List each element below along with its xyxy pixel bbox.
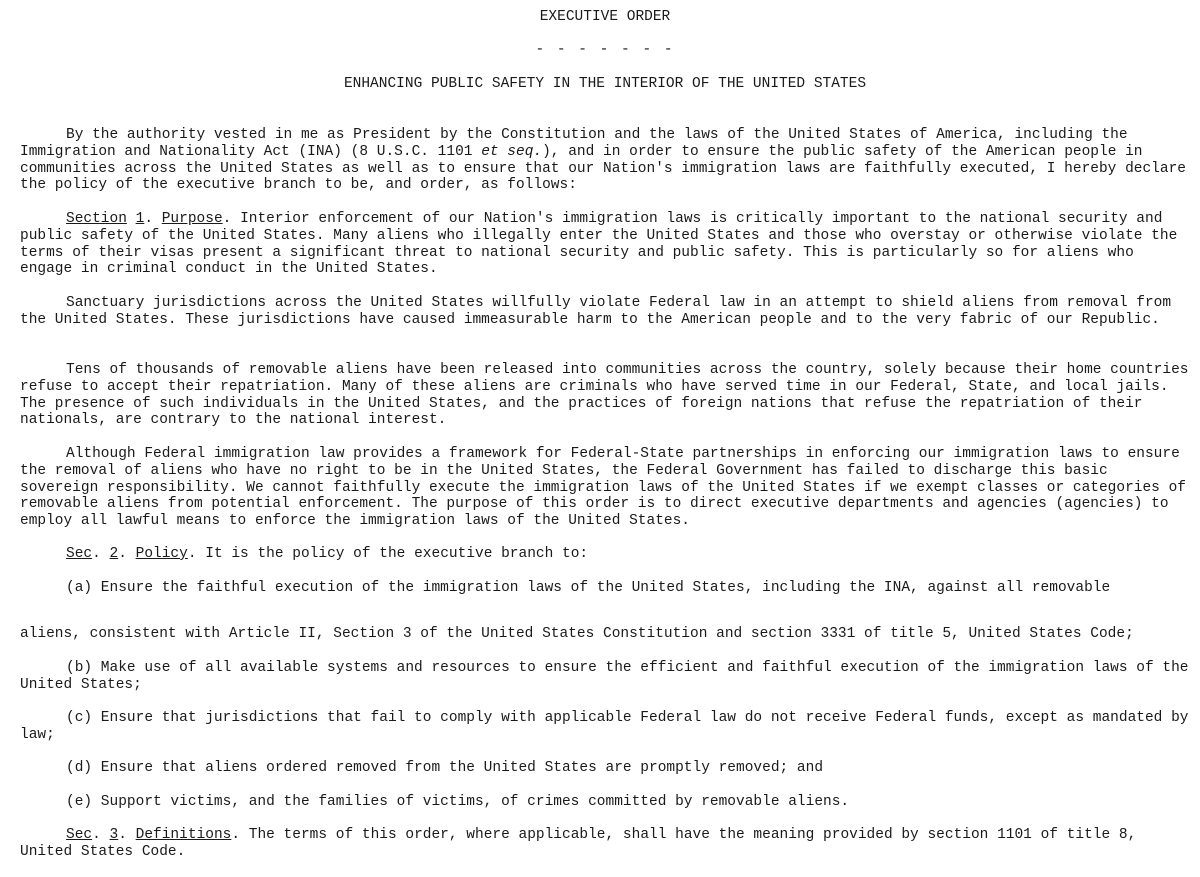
section-number: 3 <box>109 827 119 843</box>
section-number: 2 <box>109 546 119 562</box>
order-subject-heading: ENHANCING PUBLIC SAFETY IN THE INTERIOR OF THE UNITED STATES <box>343 76 867 92</box>
preamble-text-1: By the authority vested in me as President by the Constitution and the laws of the United States of America, including the Immigration and Nationality Act (INA) (8 U.S.C. 1101 <box>20 127 1128 160</box>
title-separator: - - - - - - - <box>535 42 675 58</box>
policy-item-c: (c) Ensure that jurisdictions that fail to comply with applicable Federal law do not receive Federal funds, except as mandated by law; <box>20 710 1189 743</box>
section-text: It is the policy of the executive branch to: <box>205 546 589 562</box>
preamble-italic: et seq. <box>481 143 543 160</box>
preamble-paragraph <box>20 127 1190 194</box>
policy-item-e: (e) Support victims, and the families of victims, of crimes committed by removable aliens. <box>66 794 850 810</box>
section-text: The terms of this order, where applicable, shall have the meaning provided by section 1101 of title 8, United States Code. <box>20 827 1137 860</box>
document-title: EXECUTIVE ORDER <box>539 9 671 25</box>
policy-item-b: (b) Make use of all available systems and resources to ensure the efficient and faithful execution of the immigration laws of the United States; <box>20 660 1189 693</box>
section-1-paragraph: Section 1. Purpose. Interior enforcement of our Nation's immigration laws is critically important to the national security and public safety of the United States. Many aliens who illegally enter the United States and those who overstay or otherwise violate the terms of their visas present a significant threat to national security and public safety. This is particularly so for aliens who engage in criminal conduct in the United States. <box>20 211 1178 278</box>
enforcement-paragraph: Although Federal immigration law provides a framework for Federal-State partnerships in enforcing our immigration laws to ensure the removal of aliens who have no right to be in the United States, the Federal Government has failed to discharge this basic sovereign responsibility. We cannot faithfully execute the immigration laws of the United States if we exempt classes or categories of removable aliens from potential enforcement. The purpose of this order is to direct executive departments and agencies (agencies) to employ all lawful means to enforce the immigration laws of the United States. <box>20 446 1186 530</box>
section-heading: Definitions <box>135 827 232 843</box>
section-text: Interior enforcement of our Nation's immigration laws is critically important to the national security and public safety of the United States. Many aliens who illegally enter the United States and those who overstay or otherwise violate the terms of their visas present a significant threat to national security and public safety. This is particularly so for aliens who engage in criminal conduct in the United States. <box>20 211 1178 278</box>
section-label: Sec <box>66 546 93 562</box>
section-2-heading-line: Sec. 2. Policy. It is the policy of the executive branch to: <box>66 546 589 562</box>
policy-item-d: (d) Ensure that aliens ordered removed from the United States are promptly removed; and <box>66 760 824 776</box>
policy-item-a-line-2: aliens, consistent with Article II, Section 3 of the United States Constitution and section 3331 of title 5, United States Code; <box>20 626 1134 642</box>
repatriation-paragraph: Tens of thousands of removable aliens have been released into communities across the country, solely because their home countries refuse to accept their repatriation. Many of these aliens are criminals who have served time in our Federal, State, and local jails. The presence of such individuals in the United States, and the practices of foreign nations that refuse the repatriation of their nationals, are contrary to the national interest. <box>20 362 1189 429</box>
section-3-paragraph: Sec. 3. Definitions. The terms of this order, where applicable, shall have the meaning provided by section 1101 of title 8, United States Code. <box>20 827 1137 860</box>
section-heading: Policy <box>135 546 188 562</box>
sanctuary-paragraph: Sanctuary jurisdictions across the United States willfully violate Federal law in an attempt to shield aliens from removal from the United States. These jurisdictions have caused immeasurable harm to the American people and to the very fabric of our Republic. <box>20 295 1172 328</box>
preamble-text-2: ), and in order to ensure the public safety of the American people in communities across the United States as well as to ensure that our Nation's immigration laws are faithfully executed, I hereby declare the policy of the executive branch to be, and order, as follows: <box>20 143 1186 194</box>
section-number: 1 <box>135 211 145 227</box>
section-label: Section <box>66 211 127 227</box>
policy-item-a-line-1: (a) Ensure the faithful execution of the immigration laws of the United States, including the INA, against all removable <box>66 580 1111 596</box>
section-heading: Purpose <box>161 211 223 227</box>
section-label: Sec <box>66 827 93 843</box>
